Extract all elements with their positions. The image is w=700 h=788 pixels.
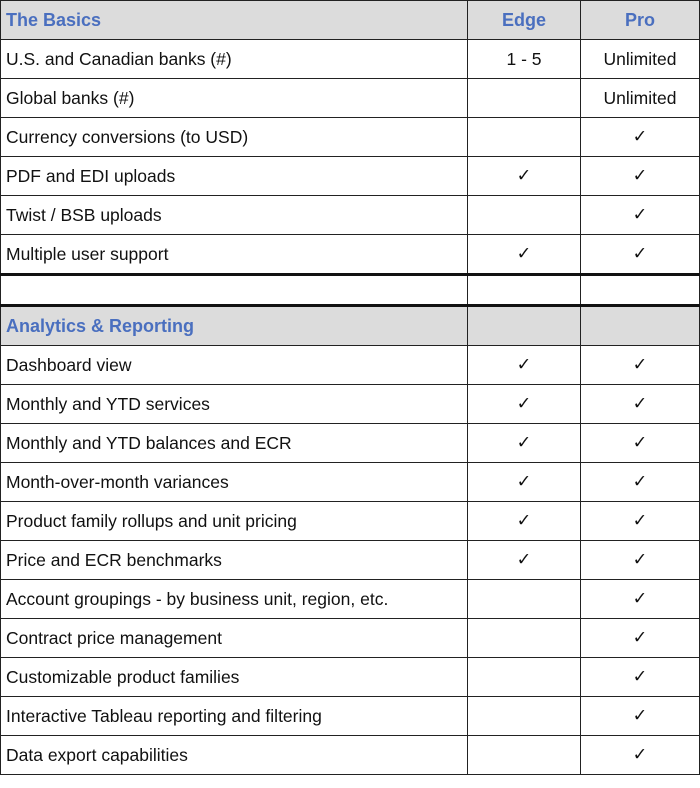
feature-label: U.S. and Canadian banks (#) [1,40,468,79]
feature-label: Currency conversions (to USD) [1,118,468,157]
table-row [1,619,700,658]
edge-value [468,580,581,619]
section-title: The Basics [1,1,468,40]
feature-label: Price and ECR benchmarks [1,541,468,580]
table-row [1,424,700,463]
empty-header-cell [581,306,700,346]
pro-value: ✓ [581,502,700,541]
feature-label: Product family rollups and unit pricing [1,502,468,541]
pro-value: ✓ [581,580,700,619]
table-row [1,697,700,736]
table-row [1,463,700,502]
table-row [1,580,700,619]
pro-value: ✓ [581,235,700,275]
pro-value: ✓ [581,736,700,775]
edge-value: ✓ [468,346,581,385]
feature-label: Interactive Tableau reporting and filtering [1,697,468,736]
table-row [1,79,700,118]
feature-label: Monthly and YTD balances and ECR [1,424,468,463]
edge-value [468,196,581,235]
pro-value: Unlimited [581,40,700,79]
edge-value [468,619,581,658]
table-row [1,40,700,79]
pro-value: ✓ [581,385,700,424]
pro-value: ✓ [581,541,700,580]
edge-value: ✓ [468,424,581,463]
table-row [1,196,700,235]
table-row [1,157,700,196]
edge-value: ✓ [468,157,581,196]
feature-label: Data export capabilities [1,736,468,775]
edge-value: ✓ [468,235,581,275]
edge-value [468,736,581,775]
table-row [1,658,700,697]
feature-label: Month-over-month variances [1,463,468,502]
pro-value: ✓ [581,346,700,385]
pro-value: ✓ [581,424,700,463]
edge-value: ✓ [468,385,581,424]
empty-header-cell [468,306,581,346]
feature-label: Account groupings - by business unit, region, etc. [1,580,468,619]
edge-value: ✓ [468,541,581,580]
edge-value [468,79,581,118]
pro-value: ✓ [581,658,700,697]
table-row [1,502,700,541]
edge-value [468,118,581,157]
column-header-pro: Pro [581,1,700,40]
table-row [1,385,700,424]
feature-label: Multiple user support [1,235,468,275]
spacer-row [1,275,700,306]
empty-cell [581,275,700,306]
edge-value [468,697,581,736]
edge-value [468,658,581,697]
feature-label: Contract price management [1,619,468,658]
table-row [1,541,700,580]
edge-value: ✓ [468,463,581,502]
table-row [1,235,700,275]
pro-value: ✓ [581,463,700,502]
pro-value: ✓ [581,157,700,196]
pro-value: Unlimited [581,79,700,118]
feature-label: Customizable product families [1,658,468,697]
column-header-edge: Edge [468,1,581,40]
pro-value: ✓ [581,118,700,157]
feature-label: Global banks (#) [1,79,468,118]
section-header-basics [1,1,700,40]
section-title: Analytics & Reporting [1,306,468,346]
edge-value: 1 - 5 [468,40,581,79]
table-row [1,346,700,385]
pro-value: ✓ [581,619,700,658]
table-row [1,736,700,775]
pro-value: ✓ [581,697,700,736]
table-row [1,118,700,157]
section-header-analytics [1,306,700,346]
feature-label: Dashboard view [1,346,468,385]
empty-cell [468,275,581,306]
edge-value: ✓ [468,502,581,541]
feature-label: Twist / BSB uploads [1,196,468,235]
feature-label: PDF and EDI uploads [1,157,468,196]
pro-value: ✓ [581,196,700,235]
empty-cell [1,275,468,306]
feature-label: Monthly and YTD services [1,385,468,424]
